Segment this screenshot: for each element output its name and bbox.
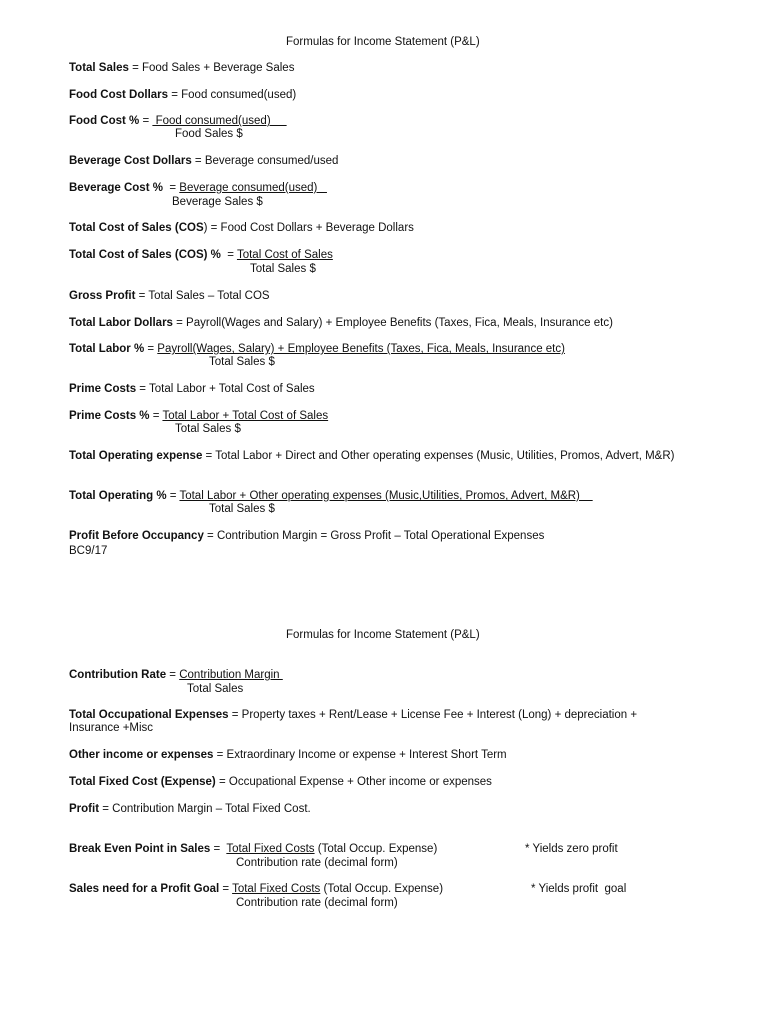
formula-term: Total Cost of Sales (COS <box>69 222 204 234</box>
formula-denominator: Total Sales $ <box>250 263 316 275</box>
formula-numerator: Total Labor + Total Cost of Sales <box>162 410 329 422</box>
formula-definition: = Food Sales + Beverage Sales <box>128 62 295 74</box>
formula-term: Profit Before Occupancy <box>69 530 204 542</box>
formula-numerator: Contribution Margin <box>179 669 283 681</box>
formula-denominator: Food Sales $ <box>175 128 243 140</box>
formula-term: Total Sales <box>69 62 129 74</box>
formula-definition: = Contribution Margin – Total Fixed Cost. <box>99 803 311 815</box>
formula-term: Prime Costs <box>69 383 137 395</box>
formula-equals: = <box>144 343 158 355</box>
formula-denominator: Contribution rate (decimal form) <box>236 857 398 869</box>
formula-numerator: Food consumed(used) <box>152 115 287 127</box>
formula-definition: ) = Food Cost Dollars + Beverage Dollars <box>203 222 414 234</box>
formula-note: * Yields zero profit <box>525 843 618 855</box>
formula-definition: = Payroll(Wages and Salary) + Employee Benefits (Taxes, Fica, Meals, Insurance etc) <box>172 317 613 329</box>
formula-term: Total Operating % <box>69 490 167 502</box>
formula-numerator: Payroll(Wages, Salary) + Employee Benefits (Taxes, Fica, Meals, Insurance etc) <box>157 343 565 355</box>
formula-total-cos-pct <box>69 248 333 262</box>
formula-term: Gross Profit <box>69 290 136 302</box>
formula-prime-costs <box>69 382 315 396</box>
formula-denominator: Beverage Sales $ <box>172 196 263 208</box>
formula-equals: = <box>166 669 180 681</box>
formula-gross-profit <box>69 289 270 303</box>
formula-term: Total Labor Dollars <box>69 317 173 329</box>
formula-note: * Yields profit goal <box>531 883 627 895</box>
formula-denominator: Total Sales $ <box>209 356 275 368</box>
formula-numerator: Total Cost of Sales <box>236 249 333 261</box>
formula-definition-continued: Insurance +Misc <box>69 722 154 734</box>
formula-denominator: Total Sales $ <box>209 503 275 515</box>
formula-equals: = <box>139 115 153 127</box>
formula-definition: = Extraordinary Income or expense + Interest Short Term <box>213 749 507 761</box>
formula-prime-costs-pct <box>69 409 328 423</box>
formula-term: Beverage Cost % <box>69 182 163 194</box>
formula-equals: = <box>162 182 180 194</box>
formula-bev-cost-pct <box>69 181 327 195</box>
formula-equals: = <box>219 883 233 895</box>
formula-denominator: Contribution rate (decimal form) <box>236 897 398 909</box>
formula-definition: = Total Labor + Direct and Other operating expenses (Music, Utilities, Promos, Advert, M&R) <box>202 450 675 462</box>
formula-total-sales <box>69 61 294 75</box>
formula-total-fixed-cost <box>69 775 492 789</box>
formula-equals: = <box>166 490 180 502</box>
formula-definition: = Food consumed(used) <box>168 89 297 101</box>
formula-term: Beverage Cost Dollars <box>69 155 192 167</box>
formula-term: Break Even Point in Sales <box>69 843 211 855</box>
formula-bev-cost-dollars <box>69 154 338 168</box>
formula-term: Total Labor % <box>69 343 145 355</box>
formula-term: Food Cost % <box>69 115 140 127</box>
formula-numerator-rest: (Total Occup. Expense) <box>314 843 438 855</box>
formula-total-labor-pct <box>69 342 565 356</box>
formula-term: Prime Costs % <box>69 410 150 422</box>
formula-total-labor-dollars <box>69 316 613 330</box>
formula-break-even <box>69 842 437 856</box>
formula-contribution-rate <box>69 668 283 682</box>
formula-term: Profit <box>69 803 100 815</box>
formula-term: Food Cost Dollars <box>69 89 169 101</box>
section-title: Formulas for Income Statement (P&L) <box>286 629 480 641</box>
formula-food-cost-pct <box>69 114 287 128</box>
formula-other-income <box>69 748 507 762</box>
formula-profit-goal <box>69 882 443 896</box>
formula-numerator: Total Labor + Other operating expenses (Music,Utilities, Promos, Advert, M&R) <box>179 490 593 502</box>
formula-equals: = <box>220 249 237 261</box>
formula-numerator: Total Fixed Costs <box>226 843 315 855</box>
formula-total-occupational-expenses <box>69 708 637 722</box>
formula-definition: = Contribution Margin = Gross Profit – Total Operational Expenses <box>203 530 545 542</box>
formula-term: Total Fixed Cost (Expense) <box>69 776 216 788</box>
formula-equals: = <box>149 410 163 422</box>
formula-definition: = Total Labor + Total Cost of Sales <box>136 383 315 395</box>
formula-definition: = Beverage consumed/used <box>191 155 339 167</box>
formula-definition: = Occupational Expense + Other income or expenses <box>215 776 492 788</box>
formula-profit-before-occupancy <box>69 529 544 543</box>
formula-term: Total Occupational Expenses <box>69 709 229 721</box>
formula-denominator: Total Sales <box>187 683 244 695</box>
formula-definition: = Property taxes + Rent/Lease + License Fee + Interest (Long) + depreciation + <box>228 709 638 721</box>
footer-code: BC9/17 <box>69 545 108 557</box>
formula-total-operating-pct <box>69 489 593 503</box>
formula-term: Contribution Rate <box>69 669 167 681</box>
formula-total-cos <box>69 221 414 235</box>
formula-numerator: Beverage consumed(used) <box>179 182 327 194</box>
formula-term: Total Cost of Sales (COS) % <box>69 249 221 261</box>
formula-term: Sales need for a Profit Goal <box>69 883 220 895</box>
formula-food-cost-dollars <box>69 88 296 102</box>
page-title: Formulas for Income Statement (P&L) <box>286 36 480 48</box>
formula-numerator-rest: (Total Occup. Expense) <box>320 883 444 895</box>
formula-definition: = Total Sales – Total COS <box>135 290 270 302</box>
formula-equals: = <box>210 843 227 855</box>
formula-term: Total Operating expense <box>69 450 203 462</box>
formula-total-operating-expense <box>69 449 675 463</box>
formula-profit <box>69 802 311 816</box>
formula-denominator: Total Sales $ <box>175 423 241 435</box>
formula-term: Other income or expenses <box>69 749 214 761</box>
formula-numerator: Total Fixed Costs <box>232 883 321 895</box>
